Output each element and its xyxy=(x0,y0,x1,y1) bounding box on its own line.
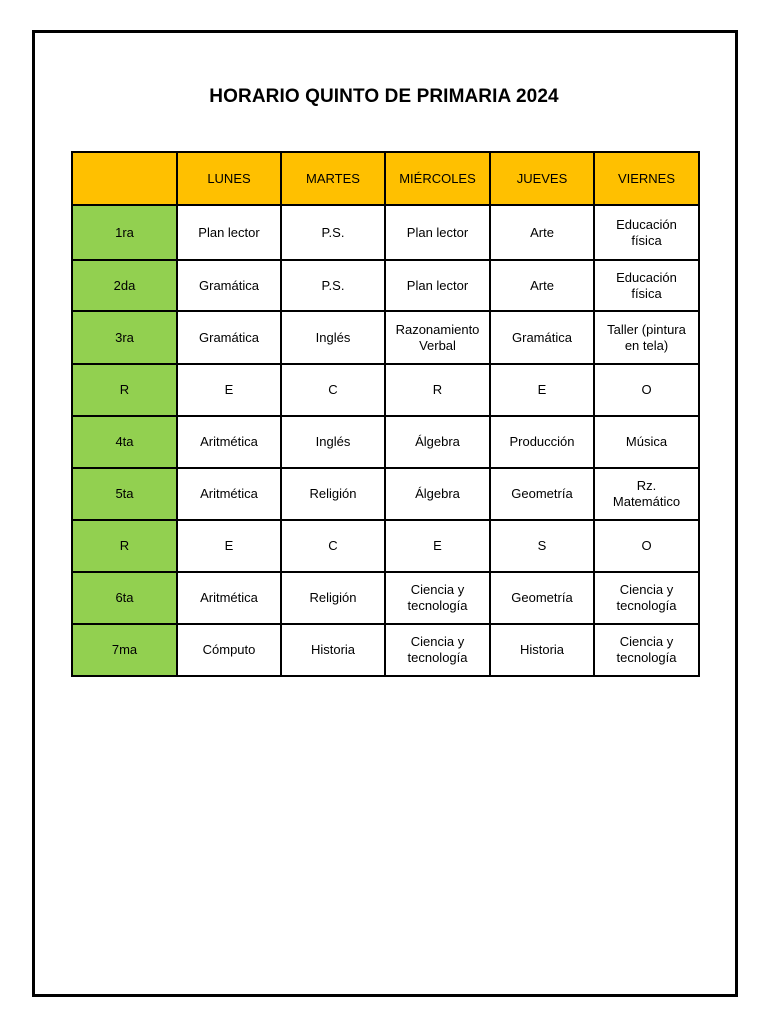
schedule-cell: Álgebra xyxy=(385,416,490,468)
table-row xyxy=(72,520,699,572)
table-row xyxy=(72,311,699,364)
schedule-cell: E xyxy=(490,364,594,416)
schedule-cell: Ciencia y tecnología xyxy=(385,624,490,676)
schedule-cell: Álgebra xyxy=(385,468,490,520)
period-label: 7ma xyxy=(72,624,177,676)
schedule-cell: Gramática xyxy=(177,311,281,364)
schedule-cell: Plan lector xyxy=(385,260,490,311)
schedule-cell: Arte xyxy=(490,260,594,311)
schedule-cell: Rz. Matemático xyxy=(594,468,699,520)
schedule-cell: Educación física xyxy=(594,205,699,260)
schedule-cell: Cómputo xyxy=(177,624,281,676)
schedule-cell: Producción xyxy=(490,416,594,468)
period-label: 3ra xyxy=(72,311,177,364)
table-row xyxy=(72,364,699,416)
schedule-cell: C xyxy=(281,364,385,416)
schedule-cell: P.S. xyxy=(281,260,385,311)
header-jueves: JUEVES xyxy=(490,152,594,205)
schedule-cell: Religión xyxy=(281,572,385,624)
period-label: 5ta xyxy=(72,468,177,520)
schedule-cell: Aritmética xyxy=(177,416,281,468)
schedule-table xyxy=(71,151,700,677)
table-row xyxy=(72,624,699,676)
schedule-cell: R xyxy=(385,364,490,416)
schedule-cell: Taller (pintura en tela) xyxy=(594,311,699,364)
period-label: 6ta xyxy=(72,572,177,624)
page-title: HORARIO QUINTO DE PRIMARIA 2024 xyxy=(209,86,559,107)
period-label: R xyxy=(72,520,177,572)
header-miercoles: MIÉRCOLES xyxy=(385,152,490,205)
period-label: 2da xyxy=(72,260,177,311)
schedule-cell: S xyxy=(490,520,594,572)
schedule-cell: E xyxy=(385,520,490,572)
schedule-cell: Arte xyxy=(490,205,594,260)
schedule-cell: Historia xyxy=(281,624,385,676)
schedule-cell: Educación física xyxy=(594,260,699,311)
schedule-cell: Religión xyxy=(281,468,385,520)
schedule-cell: E xyxy=(177,520,281,572)
schedule-cell: Razonamiento Verbal xyxy=(385,311,490,364)
schedule-cell: Inglés xyxy=(281,311,385,364)
table-row xyxy=(72,468,699,520)
schedule-cell: Ciencia y tecnología xyxy=(385,572,490,624)
schedule-cell: Geometría xyxy=(490,468,594,520)
schedule-cell: Aritmética xyxy=(177,468,281,520)
header-row xyxy=(72,152,699,205)
header-lunes: LUNES xyxy=(177,152,281,205)
table-row xyxy=(72,572,699,624)
header-viernes: VIERNES xyxy=(594,152,699,205)
period-label: 1ra xyxy=(72,205,177,260)
period-label: R xyxy=(72,364,177,416)
schedule-cell: Ciencia y tecnología xyxy=(594,572,699,624)
schedule-cell: O xyxy=(594,364,699,416)
schedule-cell: Geometría xyxy=(490,572,594,624)
period-label: 4ta xyxy=(72,416,177,468)
schedule-cell: C xyxy=(281,520,385,572)
table-row xyxy=(72,205,699,260)
schedule-cell: Plan lector xyxy=(177,205,281,260)
schedule-cell: Gramática xyxy=(177,260,281,311)
schedule-cell: Inglés xyxy=(281,416,385,468)
schedule-cell: Ciencia y tecnología xyxy=(594,624,699,676)
table-row xyxy=(72,416,699,468)
schedule-cell: P.S. xyxy=(281,205,385,260)
schedule-cell: Gramática xyxy=(490,311,594,364)
schedule-cell: Historia xyxy=(490,624,594,676)
schedule-cell: Aritmética xyxy=(177,572,281,624)
schedule-cell: Plan lector xyxy=(385,205,490,260)
schedule-cell: E xyxy=(177,364,281,416)
schedule-cell: Música xyxy=(594,416,699,468)
table-row xyxy=(72,260,699,311)
schedule-cell: O xyxy=(594,520,699,572)
header-martes: MARTES xyxy=(281,152,385,205)
header-corner xyxy=(72,152,177,205)
